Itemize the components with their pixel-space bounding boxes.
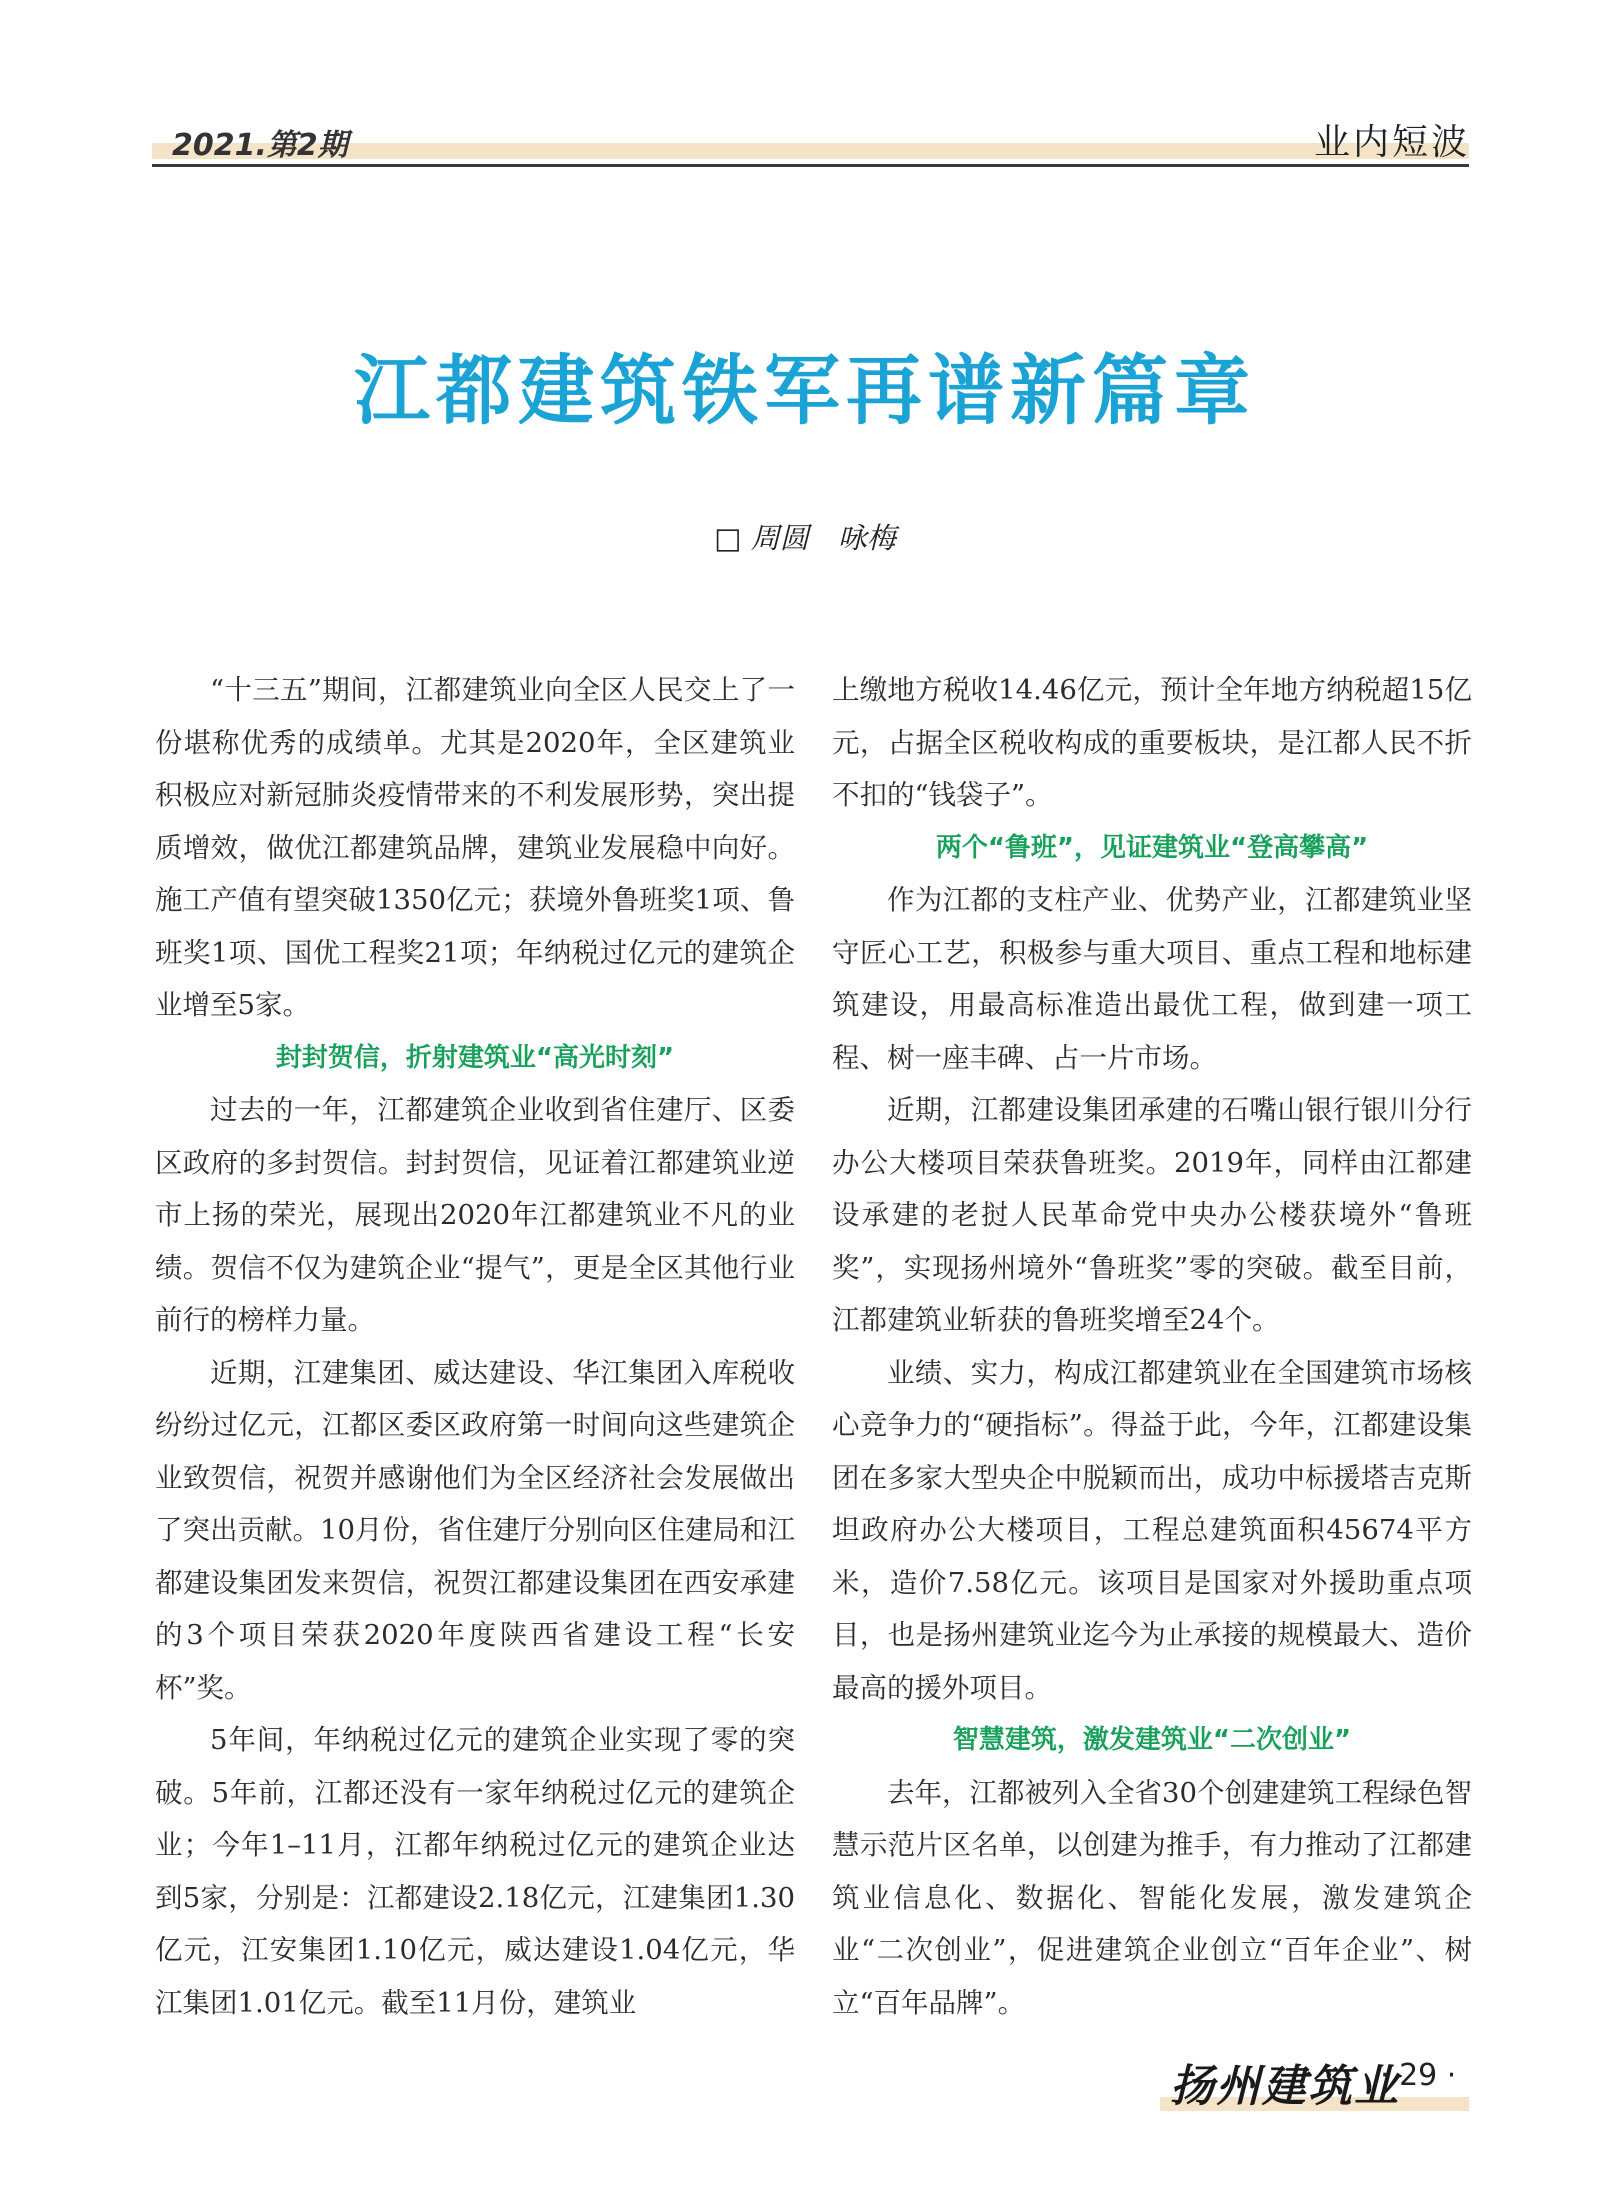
paragraph: 过去的一年，江都建筑企业收到省住建厅、区委区政府的多封贺信。封封贺信，见证着江都建筑业逆市上扬的荣光，展现出2020年江都建筑业不凡的业绩。贺信不仅为建筑企业“提气”，更是全区其他行业前行的榜样力量。 [155,1094,795,1336]
paragraph: 上缴地方税收14.46亿元，预计全年地方纳税超15亿元，占据全区税收构成的重要板块，是江都人民不折不扣的“钱袋子”。 [832,674,1472,811]
paragraph: 作为江都的支柱产业、优势产业，江都建筑业坚守匠心工艺，积极参与重大项目、重点工程和地标建筑建设，用最高标准造出最优工程，做到建一项工程、树一座丰碑、占一片市场。 [832,884,1472,1074]
header-rule [152,164,1469,167]
left-column [155,664,795,2029]
paragraph: 近期，江都建设集团承建的石嘴山银行银川分行办公大楼项目荣获鲁班奖。2019年，同样由江都建设承建的老挝人民革命党中央办公楼获境外“鲁班奖”，实现扬州境外“鲁班奖”零的突破。截至目前，江都建筑业斩获的鲁班奖增至24个。 [832,1094,1472,1336]
paragraph: 业绩、实力，构成江都建筑业在全国建筑市场核心竞争力的“硬指标”。得益于此，今年，江都建设集团在多家大型央企中脱颖而出，成功中标援塔吉克斯坦政府办公大楼项目，工程总建筑面积45674平方米，造价7.58亿元。该项目是国家对外援助重点项目，也是扬州建筑业迄今为止承接的规模最大、造价最高的援外项目。 [832,1356,1472,1704]
issue-label: 2021.第2期 [172,128,348,163]
section-heading: 两个“鲁班”，见证建筑业“登高攀高” [935,832,1369,863]
page-number: · 29 · [1380,2058,1457,2093]
magazine-logo: 扬州建筑业 [1170,2061,1400,2112]
paragraph: “十三五”期间，江都建筑业向全区人民交上了一份堪称优秀的成绩单。尤其是2020年，全区建筑业积极应对新冠肺炎疫情带来的不利发展形势，突出提质增效，做优江都建筑品牌，建筑业发展稳中向好。施工产值有望突破1350亿元；获境外鲁班奖1项、鲁班奖1项、国优工程奖21项；年纳税过亿元的建筑企业增至5家。 [155,674,795,1021]
section-label: 业内短波 [1313,122,1470,163]
article-title: 江都建筑铁军再谱新篇章 [354,346,1256,435]
byline: □ 周圆 咏梅 [714,521,896,555]
section-heading: 封封贺信，折射建筑业“高光时刻” [275,1042,675,1073]
paragraph: 去年，江都被列入全省30个创建建筑工程绿色智慧示范片区名单，以创建为推手，有力推动了江都建筑业信息化、数据化、智能化发展，激发建筑企业“二次创业”，促进建筑企业创立“百年企业”、树立“百年品牌”。 [832,1776,1472,2019]
section-heading: 智慧建筑，激发建筑业“二次创业” [952,1725,1352,1755]
paragraph: 5年间，年纳税过亿元的建筑企业实现了零的突破。5年前，江都还没有一家年纳税过亿元的建筑企业；今年1–11月，江都年纳税过亿元的建筑企业达到5家，分别是：江都建设2.18亿元，江建集团1.30亿元，江安集团1.10亿元，威达建设1.04亿元，华江集团1.01亿元。截至11月份，建筑业 [155,1724,795,2019]
paragraph: 近期，江建集团、威达建设、华江集团入库税收纷纷过亿元，江都区委区政府第一时间向这些建筑企业致贺信，祝贺并感谢他们为全区经济社会发展做出了突出贡献。10月份，省住建厅分别向区住建局和江都建设集团发来贺信，祝贺江都建设集团在西安承建的3个项目荣获2020年度陕西省建设工程“长安杯”奖。 [155,1356,795,1704]
right-column [832,664,1472,2029]
header-band [152,143,1469,159]
